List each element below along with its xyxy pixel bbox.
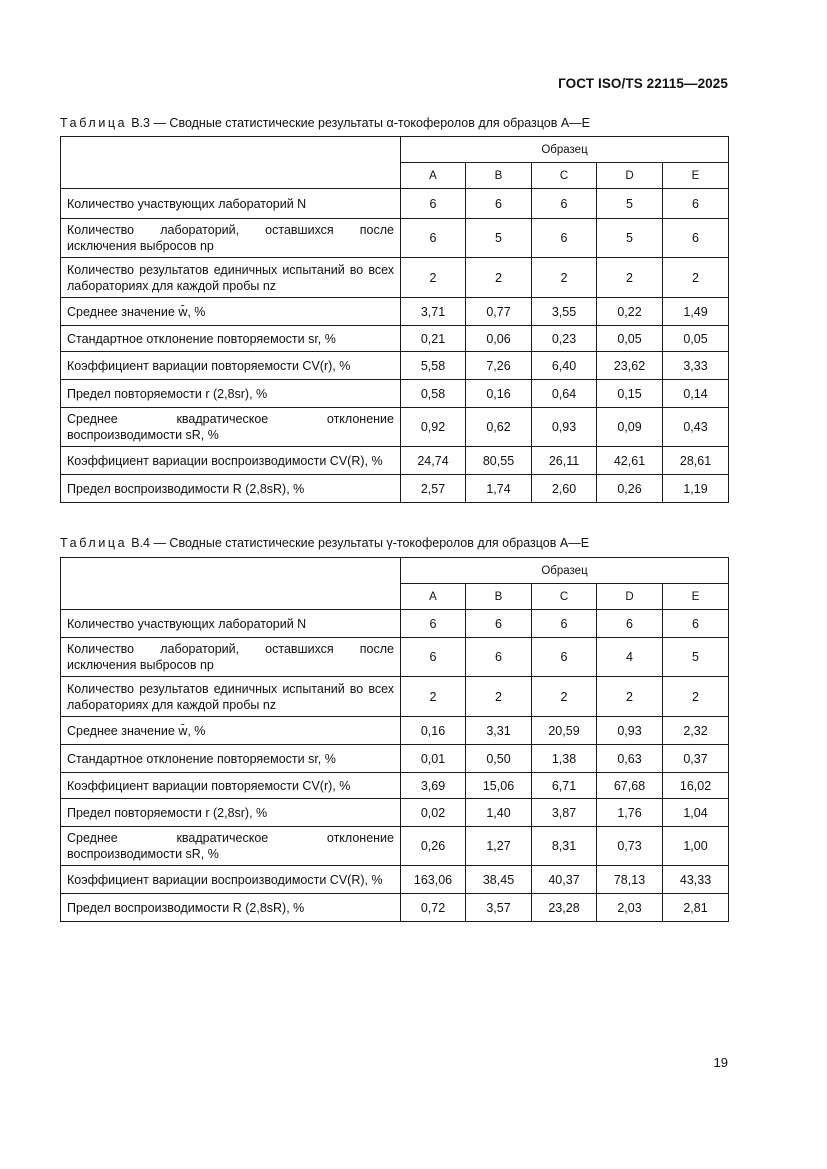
value-cell: 1,74 xyxy=(466,475,532,503)
column-header: C xyxy=(532,584,597,610)
column-header: E xyxy=(663,584,729,610)
document-id: ГОСТ ISO/TS 22115—2025 xyxy=(558,76,728,91)
row-label: Среднее значение w̄, % xyxy=(61,298,401,326)
row-label: Предел повторяемости r (2,8sr), % xyxy=(61,380,401,408)
value-cell: 8,31 xyxy=(532,827,597,866)
value-cell: 1,04 xyxy=(663,799,729,827)
value-cell: 0,23 xyxy=(532,326,597,352)
value-cell: 0,14 xyxy=(663,380,729,408)
value-cell: 0,93 xyxy=(532,408,597,447)
row-label: Коэффициент вариации воспроизводимости CV(R), % xyxy=(61,447,401,475)
header-blank-cell xyxy=(61,558,401,610)
value-cell: 0,21 xyxy=(401,326,466,352)
column-header: B xyxy=(466,163,532,189)
value-cell: 3,57 xyxy=(466,894,532,922)
table-row xyxy=(61,745,729,773)
table-row xyxy=(61,773,729,799)
value-cell: 163,06 xyxy=(401,866,466,894)
table-row xyxy=(61,219,729,258)
value-cell: 6 xyxy=(401,189,466,219)
row-label: Предел воспроизводимости R (2,8sR), % xyxy=(61,475,401,503)
value-cell: 5 xyxy=(466,219,532,258)
value-cell: 6 xyxy=(663,610,729,638)
value-cell: 6 xyxy=(532,189,597,219)
value-cell: 1,76 xyxy=(597,799,663,827)
value-cell: 24,74 xyxy=(401,447,466,475)
value-cell: 6 xyxy=(532,219,597,258)
value-cell: 16,02 xyxy=(663,773,729,799)
table-row xyxy=(61,408,729,447)
value-cell: 80,55 xyxy=(466,447,532,475)
table-row xyxy=(61,475,729,503)
table-row xyxy=(61,298,729,326)
value-cell: 2 xyxy=(597,258,663,298)
value-cell: 5 xyxy=(663,638,729,677)
value-cell: 0,09 xyxy=(597,408,663,447)
value-cell: 20,59 xyxy=(532,717,597,745)
group-header: Образец xyxy=(401,558,729,584)
value-cell: 6 xyxy=(466,638,532,677)
row-label: Количество результатов единичных испытаний во всех лабораториях для каждой пробы nz xyxy=(61,258,401,298)
row-label: Коэффициент вариации повторяемости CV(r), % xyxy=(61,352,401,380)
value-cell: 3,69 xyxy=(401,773,466,799)
value-cell: 0,50 xyxy=(466,745,532,773)
value-cell: 0,15 xyxy=(597,380,663,408)
value-cell: 23,28 xyxy=(532,894,597,922)
caption-prefix: Таблица xyxy=(60,536,128,550)
value-cell: 1,38 xyxy=(532,745,597,773)
table-row xyxy=(61,326,729,352)
table-row xyxy=(61,189,729,219)
value-cell: 6 xyxy=(663,189,729,219)
value-cell: 0,92 xyxy=(401,408,466,447)
value-cell: 38,45 xyxy=(466,866,532,894)
table-caption-b3 xyxy=(60,116,590,130)
table-row xyxy=(61,717,729,745)
value-cell: 0,16 xyxy=(401,717,466,745)
value-cell: 6 xyxy=(466,610,532,638)
caption-prefix: Таблица xyxy=(60,116,128,130)
value-cell: 2 xyxy=(401,258,466,298)
stats-table-gamma xyxy=(60,557,729,922)
row-label: Количество участвующих лабораторий N xyxy=(61,610,401,638)
value-cell: 0,63 xyxy=(597,745,663,773)
value-cell: 2 xyxy=(466,677,532,717)
row-label: Предел повторяемости r (2,8sr), % xyxy=(61,799,401,827)
value-cell: 2,60 xyxy=(532,475,597,503)
value-cell: 0,73 xyxy=(597,827,663,866)
value-cell: 6,40 xyxy=(532,352,597,380)
table-row xyxy=(61,827,729,866)
table-row xyxy=(61,866,729,894)
value-cell: 6 xyxy=(663,219,729,258)
value-cell: 6 xyxy=(532,638,597,677)
column-header: D xyxy=(597,584,663,610)
value-cell: 2,32 xyxy=(663,717,729,745)
value-cell: 78,13 xyxy=(597,866,663,894)
value-cell: 0,43 xyxy=(663,408,729,447)
value-cell: 2 xyxy=(532,677,597,717)
value-cell: 0,01 xyxy=(401,745,466,773)
value-cell: 0,06 xyxy=(466,326,532,352)
value-cell: 0,72 xyxy=(401,894,466,922)
page-number: 19 xyxy=(713,1055,728,1070)
value-cell: 1,00 xyxy=(663,827,729,866)
value-cell: 3,71 xyxy=(401,298,466,326)
row-label: Среднее квадратическое отклонение воспроизводимости sR, % xyxy=(61,827,401,866)
value-cell: 0,37 xyxy=(663,745,729,773)
table-row xyxy=(61,610,729,638)
caption-text: В.3 — Сводные статистические результаты α-токоферолов для образцов А—Е xyxy=(131,116,591,130)
column-header: C xyxy=(532,163,597,189)
group-header: Образец xyxy=(401,137,729,163)
value-cell: 6 xyxy=(466,189,532,219)
table-row xyxy=(61,447,729,475)
value-cell: 3,33 xyxy=(663,352,729,380)
row-label: Стандартное отклонение повторяемости sr, % xyxy=(61,745,401,773)
row-label: Количество участвующих лабораторий N xyxy=(61,189,401,219)
value-cell: 5,58 xyxy=(401,352,466,380)
value-cell: 1,27 xyxy=(466,827,532,866)
value-cell: 2 xyxy=(663,258,729,298)
value-cell: 1,19 xyxy=(663,475,729,503)
table-row xyxy=(61,894,729,922)
value-cell: 26,11 xyxy=(532,447,597,475)
value-cell: 5 xyxy=(597,189,663,219)
table-row xyxy=(61,638,729,677)
table-caption-b4 xyxy=(60,536,589,550)
table-row xyxy=(61,677,729,717)
stats-table-alpha xyxy=(60,136,729,503)
column-header: E xyxy=(663,163,729,189)
row-label: Стандартное отклонение повторяемости sr, % xyxy=(61,326,401,352)
value-cell: 0,22 xyxy=(597,298,663,326)
value-cell: 0,64 xyxy=(532,380,597,408)
value-cell: 0,93 xyxy=(597,717,663,745)
value-cell: 0,58 xyxy=(401,380,466,408)
value-cell: 6,71 xyxy=(532,773,597,799)
value-cell: 3,31 xyxy=(466,717,532,745)
value-cell: 2 xyxy=(663,677,729,717)
column-header: A xyxy=(401,163,466,189)
value-cell: 4 xyxy=(597,638,663,677)
value-cell: 6 xyxy=(401,610,466,638)
value-cell: 0,16 xyxy=(466,380,532,408)
row-label: Количество лабораторий, оставшихся после исключения выбросов np xyxy=(61,638,401,677)
value-cell: 6 xyxy=(401,638,466,677)
header-blank-cell xyxy=(61,137,401,189)
column-header: A xyxy=(401,584,466,610)
value-cell: 2 xyxy=(532,258,597,298)
value-cell: 2 xyxy=(401,677,466,717)
value-cell: 0,26 xyxy=(401,827,466,866)
row-label: Предел воспроизводимости R (2,8sR), % xyxy=(61,894,401,922)
row-label: Количество лабораторий, оставшихся после исключения выбросов np xyxy=(61,219,401,258)
table-row xyxy=(61,380,729,408)
value-cell: 0,05 xyxy=(597,326,663,352)
row-label: Количество результатов единичных испытаний во всех лабораториях для каждой пробы nz xyxy=(61,677,401,717)
value-cell: 2,81 xyxy=(663,894,729,922)
value-cell: 0,77 xyxy=(466,298,532,326)
value-cell: 42,61 xyxy=(597,447,663,475)
table-row xyxy=(61,258,729,298)
value-cell: 6 xyxy=(532,610,597,638)
row-label: Среднее значение w̄, % xyxy=(61,717,401,745)
value-cell: 6 xyxy=(401,219,466,258)
row-label: Среднее квадратическое отклонение воспроизводимости sR, % xyxy=(61,408,401,447)
value-cell: 0,26 xyxy=(597,475,663,503)
value-cell: 40,37 xyxy=(532,866,597,894)
value-cell: 2 xyxy=(466,258,532,298)
value-cell: 0,05 xyxy=(663,326,729,352)
table-row xyxy=(61,799,729,827)
value-cell: 3,55 xyxy=(532,298,597,326)
value-cell: 1,40 xyxy=(466,799,532,827)
value-cell: 28,61 xyxy=(663,447,729,475)
column-header: B xyxy=(466,584,532,610)
column-header: D xyxy=(597,163,663,189)
value-cell: 7,26 xyxy=(466,352,532,380)
value-cell: 2 xyxy=(597,677,663,717)
value-cell: 15,06 xyxy=(466,773,532,799)
value-cell: 1,49 xyxy=(663,298,729,326)
table-row xyxy=(61,352,729,380)
value-cell: 2,03 xyxy=(597,894,663,922)
value-cell: 0,02 xyxy=(401,799,466,827)
row-label: Коэффициент вариации повторяемости CV(r), % xyxy=(61,773,401,799)
value-cell: 0,62 xyxy=(466,408,532,447)
value-cell: 67,68 xyxy=(597,773,663,799)
value-cell: 5 xyxy=(597,219,663,258)
value-cell: 43,33 xyxy=(663,866,729,894)
value-cell: 2,57 xyxy=(401,475,466,503)
row-label: Коэффициент вариации воспроизводимости CV(R), % xyxy=(61,866,401,894)
value-cell: 23,62 xyxy=(597,352,663,380)
caption-text: В.4 — Сводные статистические результаты γ-токоферолов для образцов А—Е xyxy=(131,536,590,550)
value-cell: 6 xyxy=(597,610,663,638)
value-cell: 3,87 xyxy=(532,799,597,827)
